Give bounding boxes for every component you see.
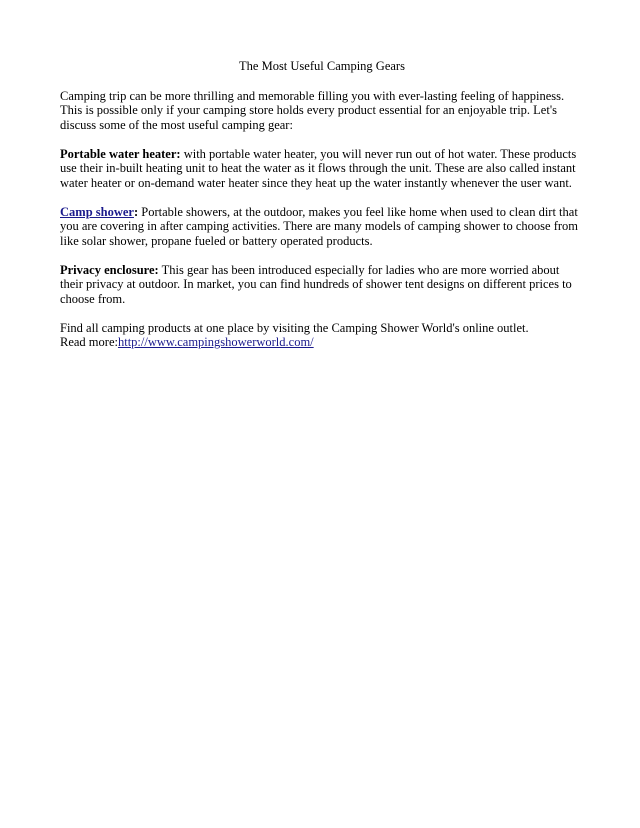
intro-paragraph: Camping trip can be more thrilling and memorable filling you with ever-lasting feeling of happiness. This is possible only if your camping store holds every product essential for an enjoyable trip. Let's discuss some of the most useful camping gear: xyxy=(60,88,565,132)
read-more-label: Read more: xyxy=(60,335,118,349)
section-body: with portable water heater, you will never run out of hot water. These products use their in-built heating unit to heat the water as it flows through the unit. These are also called instant water heater or on-demand water heater since they heat up the water instantly whenever the user want. xyxy=(60,146,577,190)
closing-text: Find all camping products at one place by visiting the Camping Shower World's online outlet. xyxy=(60,320,529,335)
section-heading: Portable water heater: xyxy=(60,146,181,161)
section-body: This gear has been introduced especially for ladies who are more worried about their privacy at outdoor. In market, you can find hundreds of shower tent designs on different prices to choose from. xyxy=(60,262,572,306)
section-portable-water-heater xyxy=(60,147,584,191)
camp-shower-link[interactable]: Camp shower xyxy=(60,204,134,219)
section-camp-shower xyxy=(60,205,584,249)
closing-paragraph xyxy=(60,321,584,350)
section-heading: Privacy enclosure: xyxy=(60,262,159,277)
section-body: Portable showers, at the outdoor, makes you feel like home when used to clean dirt that you are covering in after camping activities. There are many models of camping shower to choose from like solar shower, propane fueled or battery operated products. xyxy=(60,204,578,248)
read-more-link[interactable]: http://www.campingshowerworld.com/ xyxy=(117,335,314,349)
document-page xyxy=(60,59,584,364)
document-title: The Most Useful Camping Gears xyxy=(239,59,405,73)
section-privacy-enclosure xyxy=(60,263,584,307)
section-heading-suffix: : xyxy=(133,204,139,219)
